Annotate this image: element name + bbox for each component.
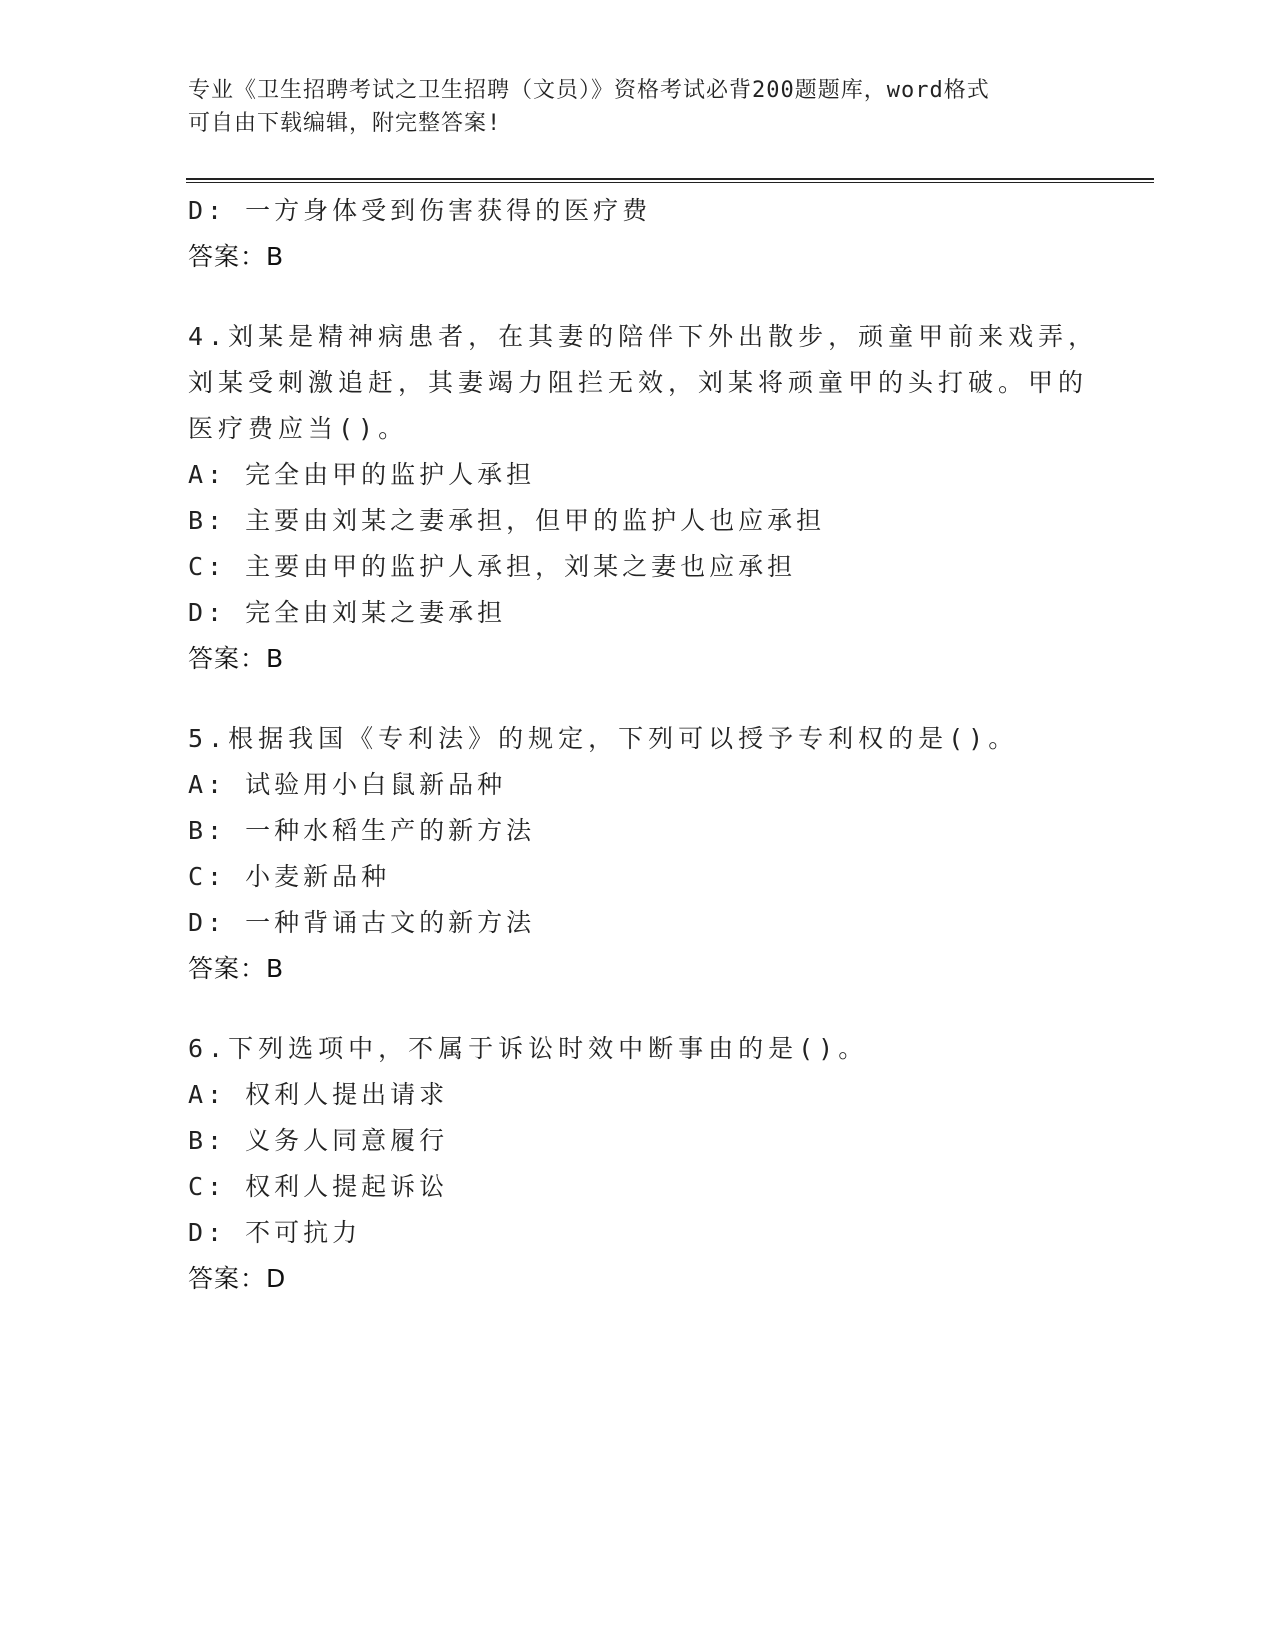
- question-spacer: [188, 280, 1088, 314]
- question-4: [188, 314, 1099, 682]
- question-spacer: [188, 682, 1088, 716]
- question-stem-line: 6.下列选项中，不属于诉讼时效中断事由的是()。: [188, 1034, 869, 1063]
- option-c: C: 主要由甲的监护人承担，刘某之妻也应承担: [188, 552, 797, 581]
- answer-label: 答案：D: [188, 1264, 287, 1293]
- option-c: C: 小麦新品种: [188, 862, 391, 891]
- option-c: C: 权利人提起诉讼: [188, 1172, 449, 1201]
- answer-label: 答案：B: [188, 242, 285, 271]
- question-stem-line: 医疗费应当()。: [188, 414, 409, 443]
- header-title-line-2: 可自由下载编辑，附完整答案!: [188, 111, 502, 136]
- option-d: D: 一种背诵古文的新方法: [188, 908, 536, 937]
- question-spacer: [188, 992, 1088, 1026]
- question-list: [188, 188, 1099, 1302]
- question-stem-line: 刘某受刺激追赶，其妻竭力阻拦无效，刘某将顽童甲的头打破。甲的: [188, 368, 1089, 397]
- option-b: B: 主要由刘某之妻承担，但甲的监护人也应承担: [188, 506, 826, 535]
- option-d: D: 不可抗力: [188, 1218, 362, 1247]
- option-a: A: 完全由甲的监护人承担: [188, 460, 536, 489]
- question-3-continued: [188, 188, 1088, 280]
- option-d: D: 一方身体受到伤害获得的医疗费: [188, 196, 652, 225]
- question-5: [188, 716, 1088, 992]
- question-6: [188, 1026, 1088, 1302]
- option-a: A: 权利人提出请求: [188, 1080, 449, 1109]
- option-b: B: 义务人同意履行: [188, 1126, 449, 1155]
- question-stem-line: 4.刘某是精神病患者，在其妻的陪伴下外出散步，顽童甲前来戏弄，: [188, 322, 1099, 351]
- answer-label: 答案：B: [188, 954, 285, 983]
- option-b: B: 一种水稻生产的新方法: [188, 816, 536, 845]
- answer-label: 答案：B: [188, 644, 285, 673]
- document-header: [188, 74, 1088, 140]
- option-a: A: 试验用小白鼠新品种: [188, 770, 507, 799]
- header-title-line-1: 专业《卫生招聘考试之卫生招聘（文员）》资格考试必背200题题库，word格式: [188, 78, 990, 103]
- header-divider: [186, 178, 1154, 183]
- question-stem-line: 5.根据我国《专利法》的规定，下列可以授予专利权的是()。: [188, 724, 1019, 753]
- option-d: D: 完全由刘某之妻承担: [188, 598, 507, 627]
